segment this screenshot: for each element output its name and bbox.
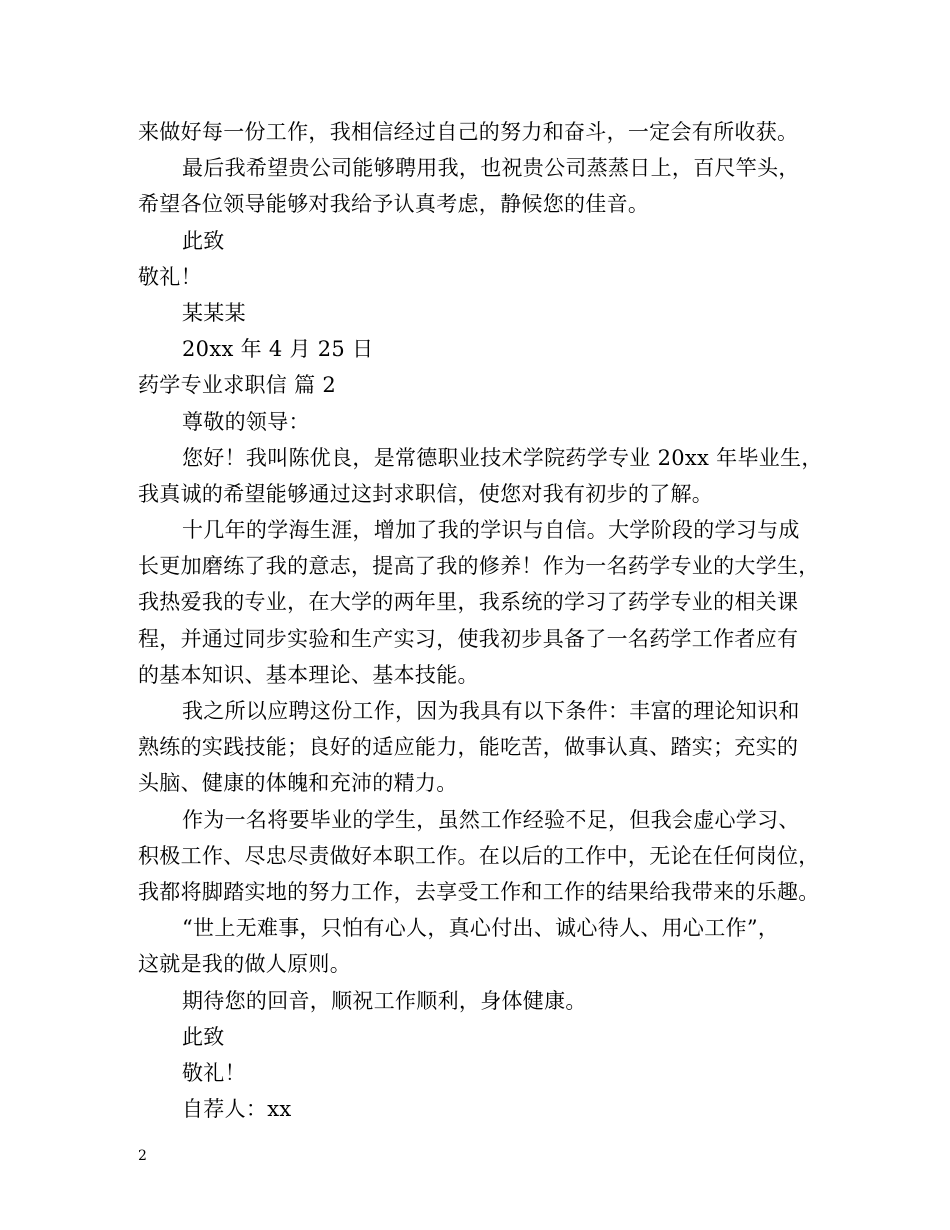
text-line-18: 熟练的实践技能；良好的适应能力，能吃苦，做事认真、踏实；充实的 — [138, 735, 799, 760]
text-line-4: 此致 — [182, 228, 225, 253]
text-line-19: 头脑、健康的体魄和充沛的精力。 — [138, 771, 458, 796]
text-line-10: 您好！我叫陈优良，是常德职业技术学院药学专业 20xx 年毕业生， — [182, 445, 823, 470]
text-line-6: 某某某 — [182, 300, 246, 325]
text-line-11: 我真诚的希望能够通过这封求职信，使您对我有初步的了解。 — [138, 481, 714, 506]
text-line-25: 期待您的回音，顺祝工作顺利，身体健康。 — [182, 988, 587, 1013]
text-line-26: 此致 — [182, 1024, 225, 1049]
text-line-2: 最后我希望贵公司能够聘用我，也祝贵公司蒸蒸日上，百尺竿头， — [182, 156, 800, 181]
text-line-20: 作为一名将要毕业的学生，虽然工作经验不足，但我会虚心学习、 — [182, 807, 800, 832]
signature-line: 自荐人：xx — [182, 1097, 292, 1122]
text-line-17: 我之所以应聘这份工作，因为我具有以下条件：丰富的理论知识和 — [182, 699, 800, 723]
text-line-13: 长更加磨练了我的意志，提高了我的修养！作为一名药学专业的大学生， — [138, 554, 820, 579]
text-line-27: 敬礼！ — [182, 1060, 246, 1085]
text-line-12: 十几年的学海生涯，增加了我的学识与自信。大学阶段的学习与成 — [182, 518, 800, 543]
text-line-14: 我热爱我的专业，在大学的两年里，我系统的学习了药学专业的相关课 — [138, 590, 799, 615]
text-line-22: 我都将脚踏实地的努力工作，去享受工作和工作的结果给我带来的乐趣。 — [138, 879, 820, 904]
text-line-23: “世上无难事，只怕有心人，真心付出、诚心待人、用心工作”， — [182, 916, 780, 941]
page-number: 2 — [138, 1148, 147, 1164]
text-line-7: 20xx 年 4 月 25 日 — [182, 337, 374, 362]
text-line-24: 这就是我的做人原则。 — [138, 952, 351, 977]
text-line-16: 的基本知识、基本理论、基本技能。 — [138, 662, 479, 687]
document-body — [138, 114, 838, 1127]
text-line-3: 希望各位领导能够对我给予认真考虑，静候您的佳音。 — [138, 192, 650, 217]
text-line-15: 程，并通过同步实验和生产实习，使我初步具备了一名药学工作者应有 — [138, 626, 799, 651]
text-line-21: 积极工作、尽忠尽责做好本职工作。在以后的工作中，无论在任何岗位， — [138, 843, 820, 868]
text-line-5: 敬礼！ — [138, 264, 202, 289]
text-line-9: 尊敬的领导： — [182, 409, 310, 434]
section-heading: 药学专业求职信 篇 2 — [138, 373, 337, 398]
text-line-1: 来做好每一份工作，我相信经过自己的努力和奋斗，一定会有所收获。 — [138, 120, 799, 144]
